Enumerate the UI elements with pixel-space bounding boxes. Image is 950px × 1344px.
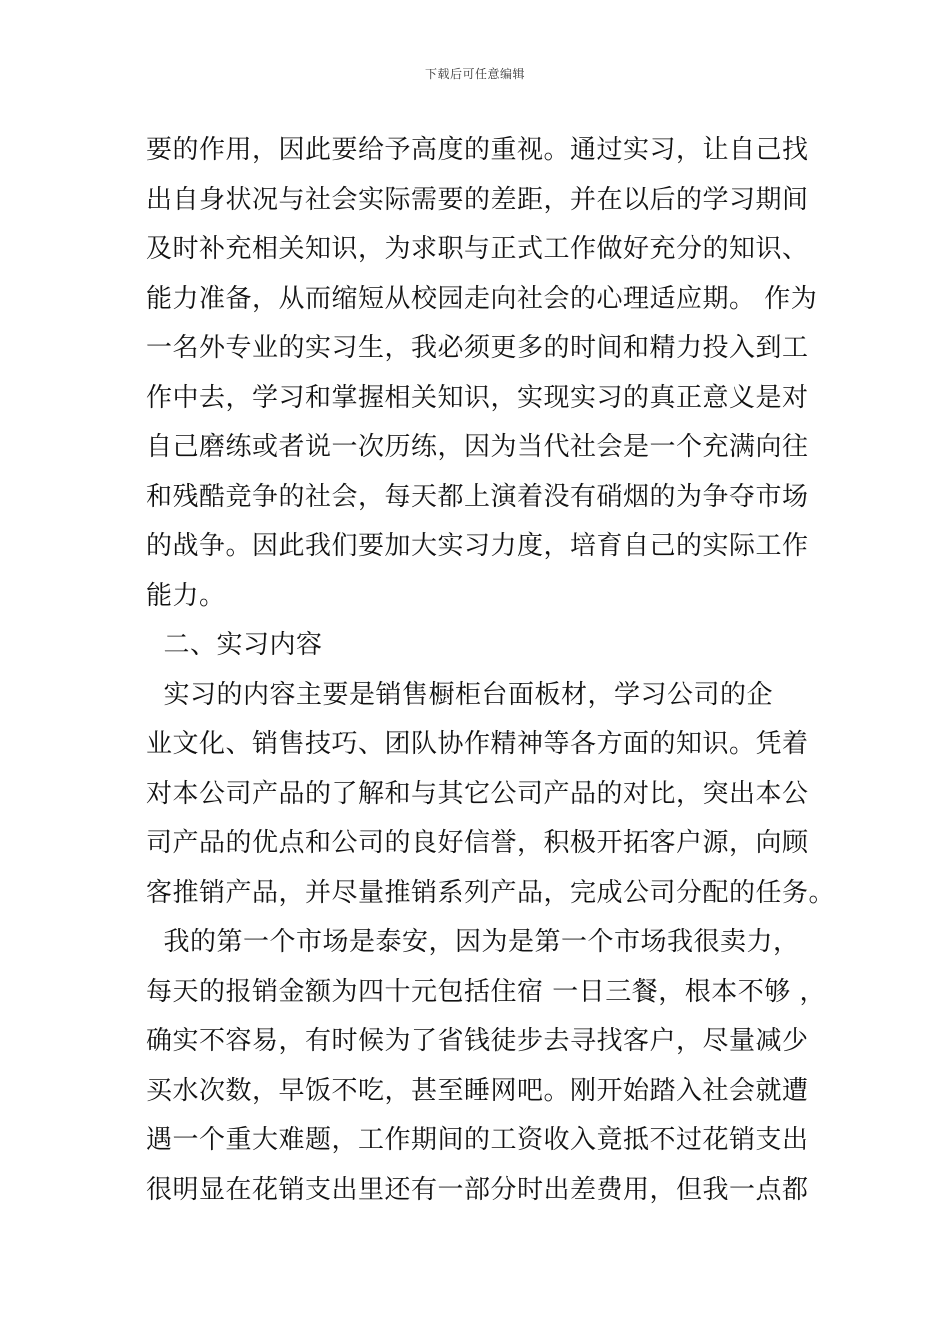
document-body [146, 126, 846, 1215]
text-line: 业文化、销售技巧、团队协作精神等各方面的知识。凭着 [146, 729, 809, 759]
text-line: 遇一个重大难题，工作期间的工资收入竟抵不过花销支出 [146, 1125, 809, 1155]
page-header-note: 下载后可任意编辑 [424, 67, 525, 81]
text-line: 和残酷竞争的社会，每天都上演着没有硝烟的为争夺市场 [146, 481, 809, 512]
text-line: 确实不容易，有时候为了省钱徒步去寻找客户，尽量减少 [146, 1026, 809, 1056]
section-heading: 二、实习内容 [146, 630, 323, 660]
text-line: 我的第一个市场是泰安，因为是第一个市场我很卖力， [146, 927, 800, 957]
text-line: 自己磨练或者说一次历练，因为当代社会是一个充满向往 [146, 432, 809, 462]
text-line: 对本公司产品的了解和与其它公司产品的对比，突出本公 [146, 778, 809, 809]
text-line: 作中去，学习和掌握相关知识，实现实习的真正意义是对 [146, 382, 809, 413]
text-line: 一名外专业的实习生，我必须更多的时间和精力投入到工 [146, 333, 809, 363]
text-line: 实习的内容主要是销售橱柜台面板材，学习公司的企 [146, 679, 774, 710]
text-line: 买水次数，早饭不吃，甚至睡网吧。刚开始踏入社会就遭 [146, 1075, 809, 1106]
text-line: 要的作用，因此要给予高度的重视。通过实习，让自己找 [146, 135, 809, 165]
text-line: 及时补充相关知识，为求职与正式工作做好充分的知识、 [146, 234, 809, 264]
text-line: 的战争。因此我们要加大实习力度，培育自己的实际工作 [146, 531, 809, 561]
text-line: 能力准备，从而缩短从校园走向社会的心理适应期。 作为 [146, 283, 818, 314]
text-line: 能力。 [146, 580, 226, 611]
text-line: 出自身状况与社会实际需要的差距，并在以后的学习期间 [146, 184, 809, 215]
text-line: 很明显在花销支出里还有一部分时出差费用，但我一点都 [146, 1174, 809, 1205]
text-line: 客推销产品，并尽量推销系列产品，完成公司分配的任务。 [146, 877, 836, 908]
text-line: 司产品的优点和公司的良好信誉，积极开拓客户源，向顾 [146, 828, 809, 858]
text-line: 每天的报销金额为四十元包括住宿 一日三餐，根本不够 ， [146, 976, 827, 1007]
